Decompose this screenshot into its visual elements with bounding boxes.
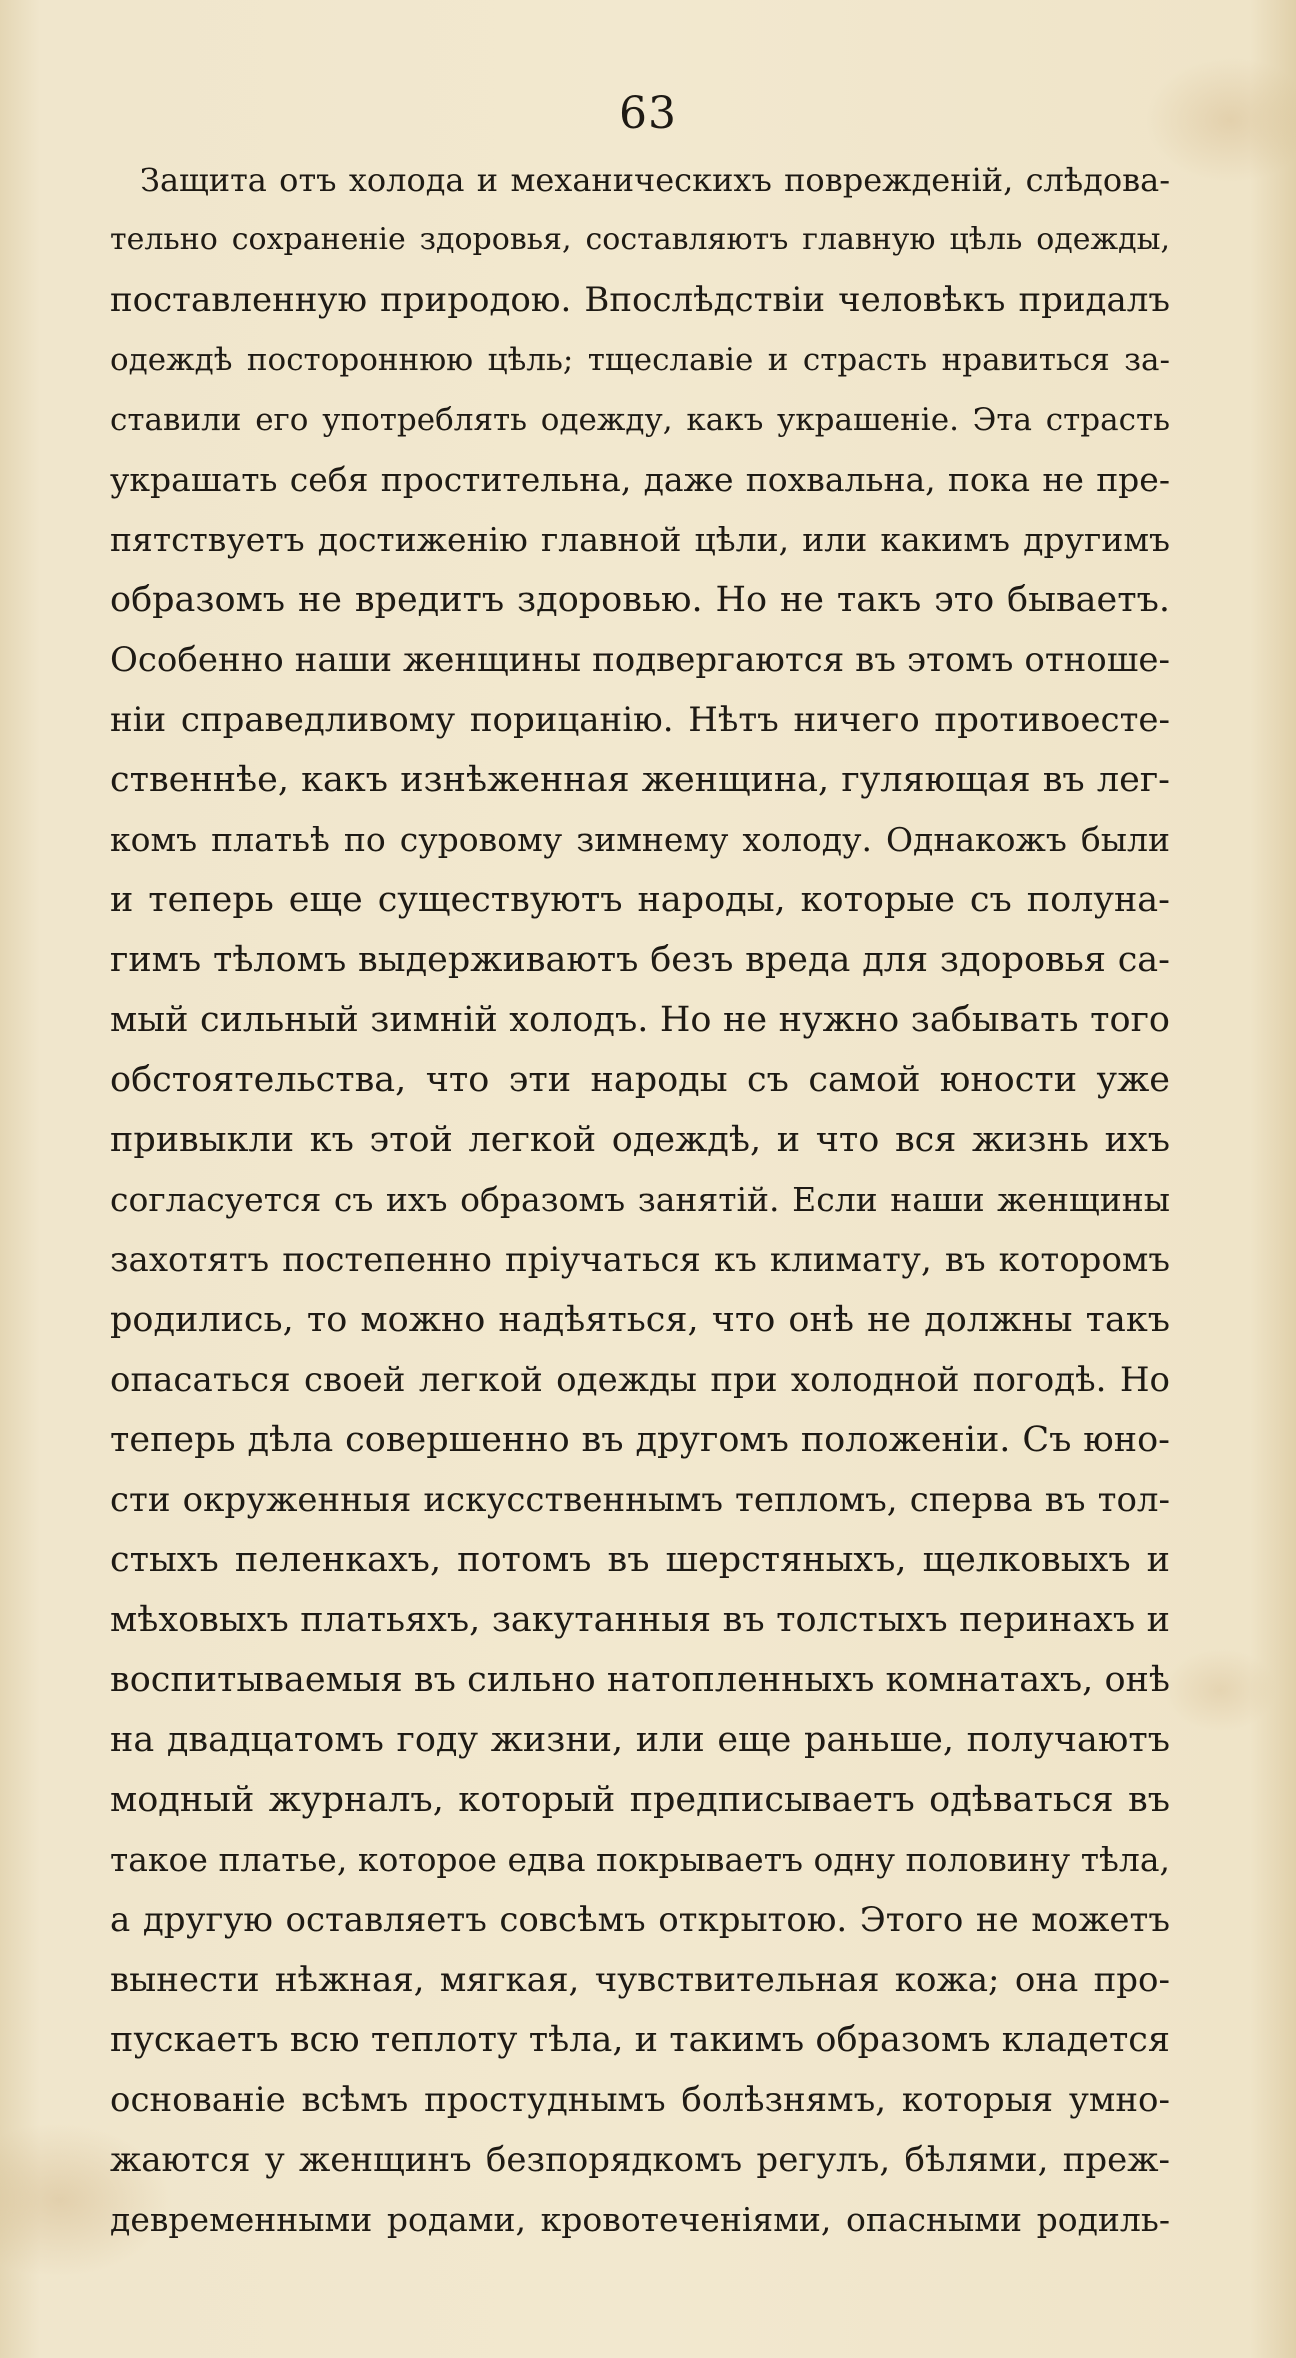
text-line: привыкли къ этой легкой одеждѣ, и что вся жизнь ихъ xyxy=(110,1120,1170,1160)
text-line: стыхъ пеленкахъ, потомъ въ шерстяныхъ, щелковыхъ и xyxy=(110,1540,1170,1580)
text-line: девременными родами, кровотеченіями, опасными родиль- xyxy=(110,2200,1170,2239)
text-line: Особенно наши женщины подвергаются въ этомъ отноше- xyxy=(110,640,1170,680)
text-line: поставленную природою. Впослѣдствіи человѣкъ придалъ xyxy=(110,280,1170,320)
text-line: пускаетъ всю теплоту тѣла, и такимъ образомъ кладется xyxy=(110,2020,1170,2060)
text-line: образомъ не вредитъ здоровью. Но не такъ это бываетъ. xyxy=(110,580,1170,620)
text-line: мѣховыхъ платьяхъ, закутанныя въ толстыхъ перинахъ и xyxy=(110,1600,1170,1640)
text-line: такое платье, которое едва покрываетъ одну половину тѣла, xyxy=(110,1840,1170,1879)
text-line: гимъ тѣломъ выдерживаютъ безъ вреда для здоровья са- xyxy=(110,940,1170,980)
text-line: на двадцатомъ году жизни, или еще раньше, получаютъ xyxy=(110,1720,1170,1760)
text-line: одеждѣ постороннюю цѣль; тщеславіе и страсть нравиться за- xyxy=(110,342,1170,378)
text-line: пятствуетъ достиженію главной цѣли, или какимъ другимъ xyxy=(110,520,1170,559)
text-line: захотятъ постепенно пріучаться къ климату, въ которомъ xyxy=(110,1240,1170,1280)
text-line: основаніе всѣмъ простуднымъ болѣзнямъ, которыя умно- xyxy=(110,2080,1170,2120)
text-line: и теперь еще существуютъ народы, которые съ полуна- xyxy=(110,880,1170,920)
text-line: украшать себя простительна, даже похвальна, пока не пре- xyxy=(110,460,1170,499)
text-line: Защита отъ холода и механическихъ поврежденій, слѣдова- xyxy=(140,161,1170,199)
text-line: модный журналъ, который предписываетъ одѣваться въ xyxy=(110,1780,1170,1820)
text-line: мый сильный зимній холодъ. Но не нужно забывать того xyxy=(110,1000,1170,1040)
text-line: воспитываемыя въ сильно натопленныхъ комнатахъ, онѣ xyxy=(110,1660,1170,1700)
text-line: сти окруженныя искусственнымъ тепломъ, сперва въ тол- xyxy=(110,1480,1170,1520)
text-line: опасаться своей легкой одежды при холодной погодѣ. Но xyxy=(110,1360,1170,1400)
text-line: теперь дѣла совершенно въ другомъ положеніи. Съ юно- xyxy=(110,1420,1170,1460)
text-line: ніи справедливому порицанію. Нѣтъ ничего противоесте- xyxy=(110,700,1170,740)
text-line: согласуется съ ихъ образомъ занятій. Если наши женщины xyxy=(110,1180,1170,1219)
text-line: комъ платьѣ по суровому зимнему холоду. Однакожъ были xyxy=(110,820,1170,859)
text-line: родились, то можно надѣяться, что онѣ не должны такъ xyxy=(110,1300,1170,1340)
text-line: вынести нѣжная, мягкая, чувствительная кожа; она про- xyxy=(110,1960,1170,2000)
text-line: ставили его употреблять одежду, какъ украшеніе. Эта страсть xyxy=(110,402,1170,438)
body-text xyxy=(110,150,1170,2250)
text-line: а другую оставляетъ совсѣмъ открытою. Этого не можетъ xyxy=(110,1900,1170,1940)
text-line: тельно сохраненіе здоровья, составляютъ главную цѣль одежды, xyxy=(110,222,1170,257)
text-line: жаются у женщинъ безпорядкомъ регулъ, бѣлями, преж- xyxy=(110,2140,1170,2180)
text-line: ственнѣе, какъ изнѣженная женщина, гуляющая въ лег- xyxy=(110,760,1170,800)
page-number: 63 xyxy=(619,88,677,139)
text-line: обстоятельства, что эти народы съ самой юности уже xyxy=(110,1060,1170,1100)
